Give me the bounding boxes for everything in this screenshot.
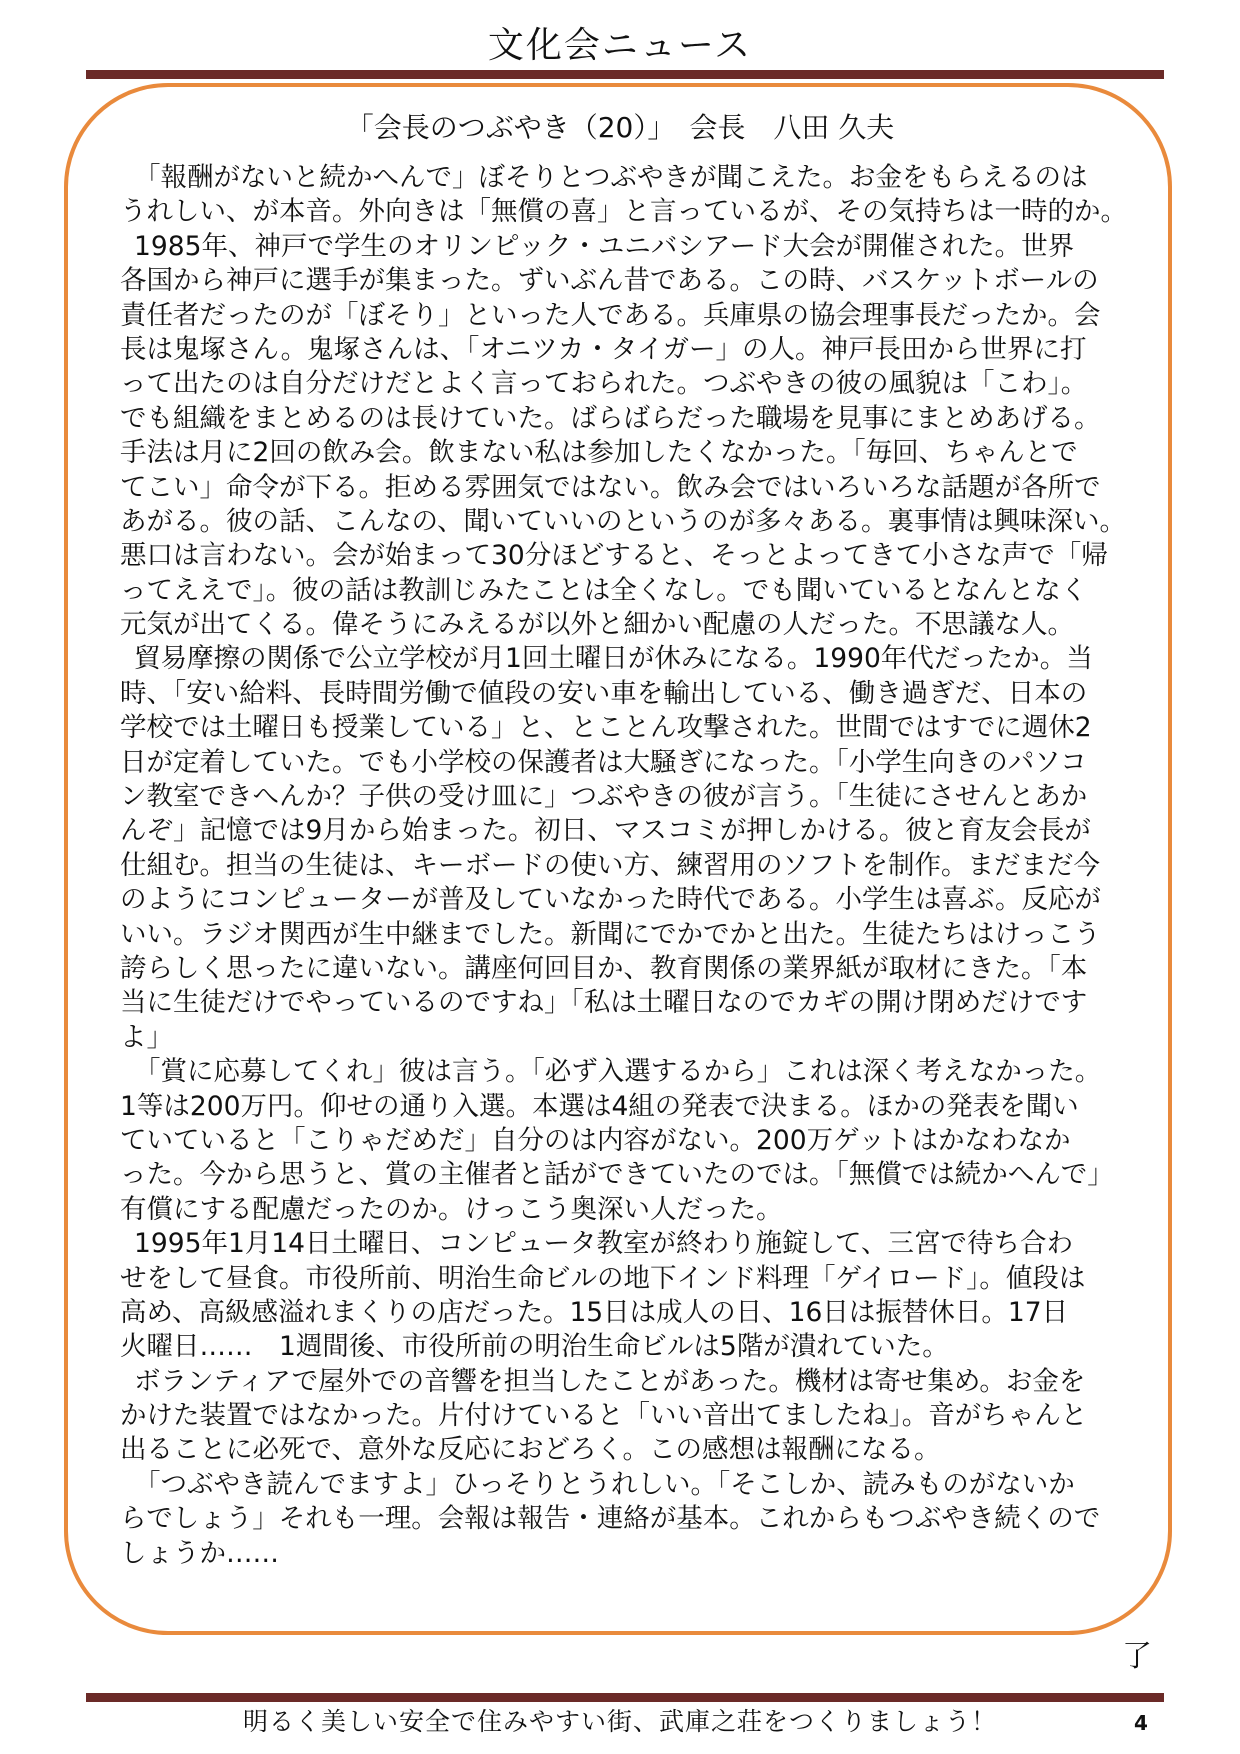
article-line: って出たのは自分だけだとよく言っておられた。つぶやきの彼の風貌は「こわ」。 (120, 368, 1088, 400)
article-line: 元気が出てくる。偉そうにみえるが以外と細かい配慮の人だった。不思議な人。 (120, 609, 1074, 641)
article-line: しょうか…… (120, 1537, 279, 1569)
article-line: 1985年、神戸で学生のオリンピック・ユニバシアード大会が開催された。世界 (134, 230, 1075, 262)
article-line: ってええで」。彼の話は教訓じみたことは全くなし。でも聞いているとなんとなく (120, 574, 1088, 606)
article-line: 時、「安い給料、長時間労働で値段の安い車を輸出している、働き過ぎだ、日本の (120, 677, 1088, 709)
footer-divider (86, 1693, 1164, 1702)
article-body (120, 161, 1127, 1571)
article-line: よ」 (120, 1021, 173, 1053)
article-line: 1等は200万円。仰せの通り入選。本選は4組の発表で決まる。ほかの発表を聞い (120, 1090, 1079, 1122)
article-line: あがる。彼の話、こんなの、聞いていいのというのが多々ある。裏事情は興味深い。 (120, 505, 1126, 537)
article-line: 1995年1月14日土曜日、コンピュータ教室が終わり施錠して、三宮で待ち合わ (134, 1228, 1073, 1260)
article-line: うれしい、が本音。外向きは「無償の喜」と言っているが、その気持ちは一時的か。 (120, 196, 1127, 228)
article-line: 各国から神戸に選手が集まった。ずいぶん昔である。この時、バスケットボールの (120, 265, 1099, 297)
article-line: った。今から思うと、賞の主催者と話ができていたのでは。「無償では続かへんで」 (120, 1159, 1114, 1191)
article-line: ボランティアで屋外での音響を担当したことがあった。機材は寄せ集め。お金を (134, 1365, 1086, 1397)
article-line: 責任者だったのが「ぼそり」といった人である。兵庫県の協会理事長だったか。会 (120, 299, 1101, 331)
article-line: ン教室できへんか？子供の受け皿に」つぶやきの彼が言う。「生徒にさせんとあか (120, 781, 1088, 813)
article-line: 火曜日…… 1週間後、市役所前の明治生命ビルは5階が潰れていた。 (120, 1331, 949, 1363)
article-line: 「つぶやき読んでますよ」ひっそりとうれしい。「そこしか、読みものがないか (134, 1468, 1075, 1500)
article-title: 「会長のつぶやき（20）」 会長 八田 久夫 (345, 111, 895, 144)
article-line: かけた装置ではなかった。片付けていると「いい音出てましたね」。音がちゃんと (120, 1400, 1088, 1432)
article-line: てこい」命令が下る。拒める雰囲気ではない。飲み会ではいろいろな話題が各所で (120, 471, 1101, 503)
article-line: 有償にする配慮だったのか。けっこう奥深い人だった。 (120, 1193, 783, 1225)
article-line: でも組織をまとめるのは長けていた。ばらばらだった職場を見事にまとめあげる。 (120, 402, 1101, 434)
page-number: 4 (1134, 1711, 1148, 1735)
article-line: 仕組む。担当の生徒は、キーボードの使い方、練習用のソフトを制作。まだまだ今 (120, 849, 1100, 881)
article-line: 長は鬼塚さん。鬼塚さんは、「オニツカ・タイガー」の人。神戸長田から世界に打 (120, 333, 1087, 365)
article-line: 悪口は言わない。会が始まって30分ほどすると、そっとよってきて小さな声で「帰 (120, 540, 1108, 572)
footer-slogan: 明るく美しい安全で住みやすい街、武庫之荘をつくりましょう！ (242, 1707, 997, 1736)
article-line: 「報酬がないと続かへんで」ぼそりとつぶやきが聞こえた。お金をもらえるのは (134, 162, 1088, 193)
article-line: んぞ」記憶では9月から始まった。初日、マスコミが押しかける。彼と育友会長が (120, 815, 1091, 847)
article-line: 学校では土曜日も授業している」と、とことん攻撃された。世間ではすでに週休2 (120, 712, 1092, 744)
article-line: せをして昼食。市役所前、明治生命ビルの地下インド料理「ゲイロード」。値段は (120, 1262, 1086, 1294)
article-line: 当に生徒だけでやっているのですね」「私は土曜日なのでカギの開け閉めだけです (120, 987, 1088, 1019)
end-mark: 了 (1122, 1639, 1152, 1674)
header-divider (86, 70, 1164, 79)
article-line: 誇らしく思ったに違いない。講座何回目か、教育関係の業界紙が取材にきた。「本 (120, 952, 1088, 984)
article-line: 日が定着していた。でも小学校の保護者は大騒ぎになった。「小学生向きのパソコ (120, 746, 1087, 778)
newsletter-title: 文化会ニュース (487, 25, 753, 66)
article-line: ていていると「こりゃだめだ」自分のは内容がない。200万ゲットはかなわなか (120, 1124, 1071, 1156)
article-line: のようにコンピューターが普及していなかった時代である。小学生は喜ぶ。反応が (120, 884, 1102, 916)
article-line: いい。ラジオ関西が生中継までした。新聞にでかでかと出た。生徒たちはけっこう (120, 918, 1101, 950)
article-line: 「賞に応募してくれ」彼は言う。「必ず入選するから」これは深く考えなかった。 (134, 1056, 1102, 1088)
article-line: らでしょう」それも一理。会報は報告・連絡が基本。これからもつぶやき続くので (120, 1503, 1101, 1535)
article-line: 出ることに必死で、意外な反応におどろく。この感想は報酬になる。 (120, 1434, 941, 1466)
article-line: 高め、高級感溢れまくりの店だった。15日は成人の日、16日は振替休日。17日 (120, 1296, 1069, 1328)
article-line: 手法は月に2回の飲み会。飲まない私は参加したくなかった。「毎回、ちゃんとで (120, 437, 1078, 469)
article-line: 貿易摩擦の関係で公立学校が月1回土曜日が休みになる。1990年代だったか。当 (134, 643, 1093, 675)
